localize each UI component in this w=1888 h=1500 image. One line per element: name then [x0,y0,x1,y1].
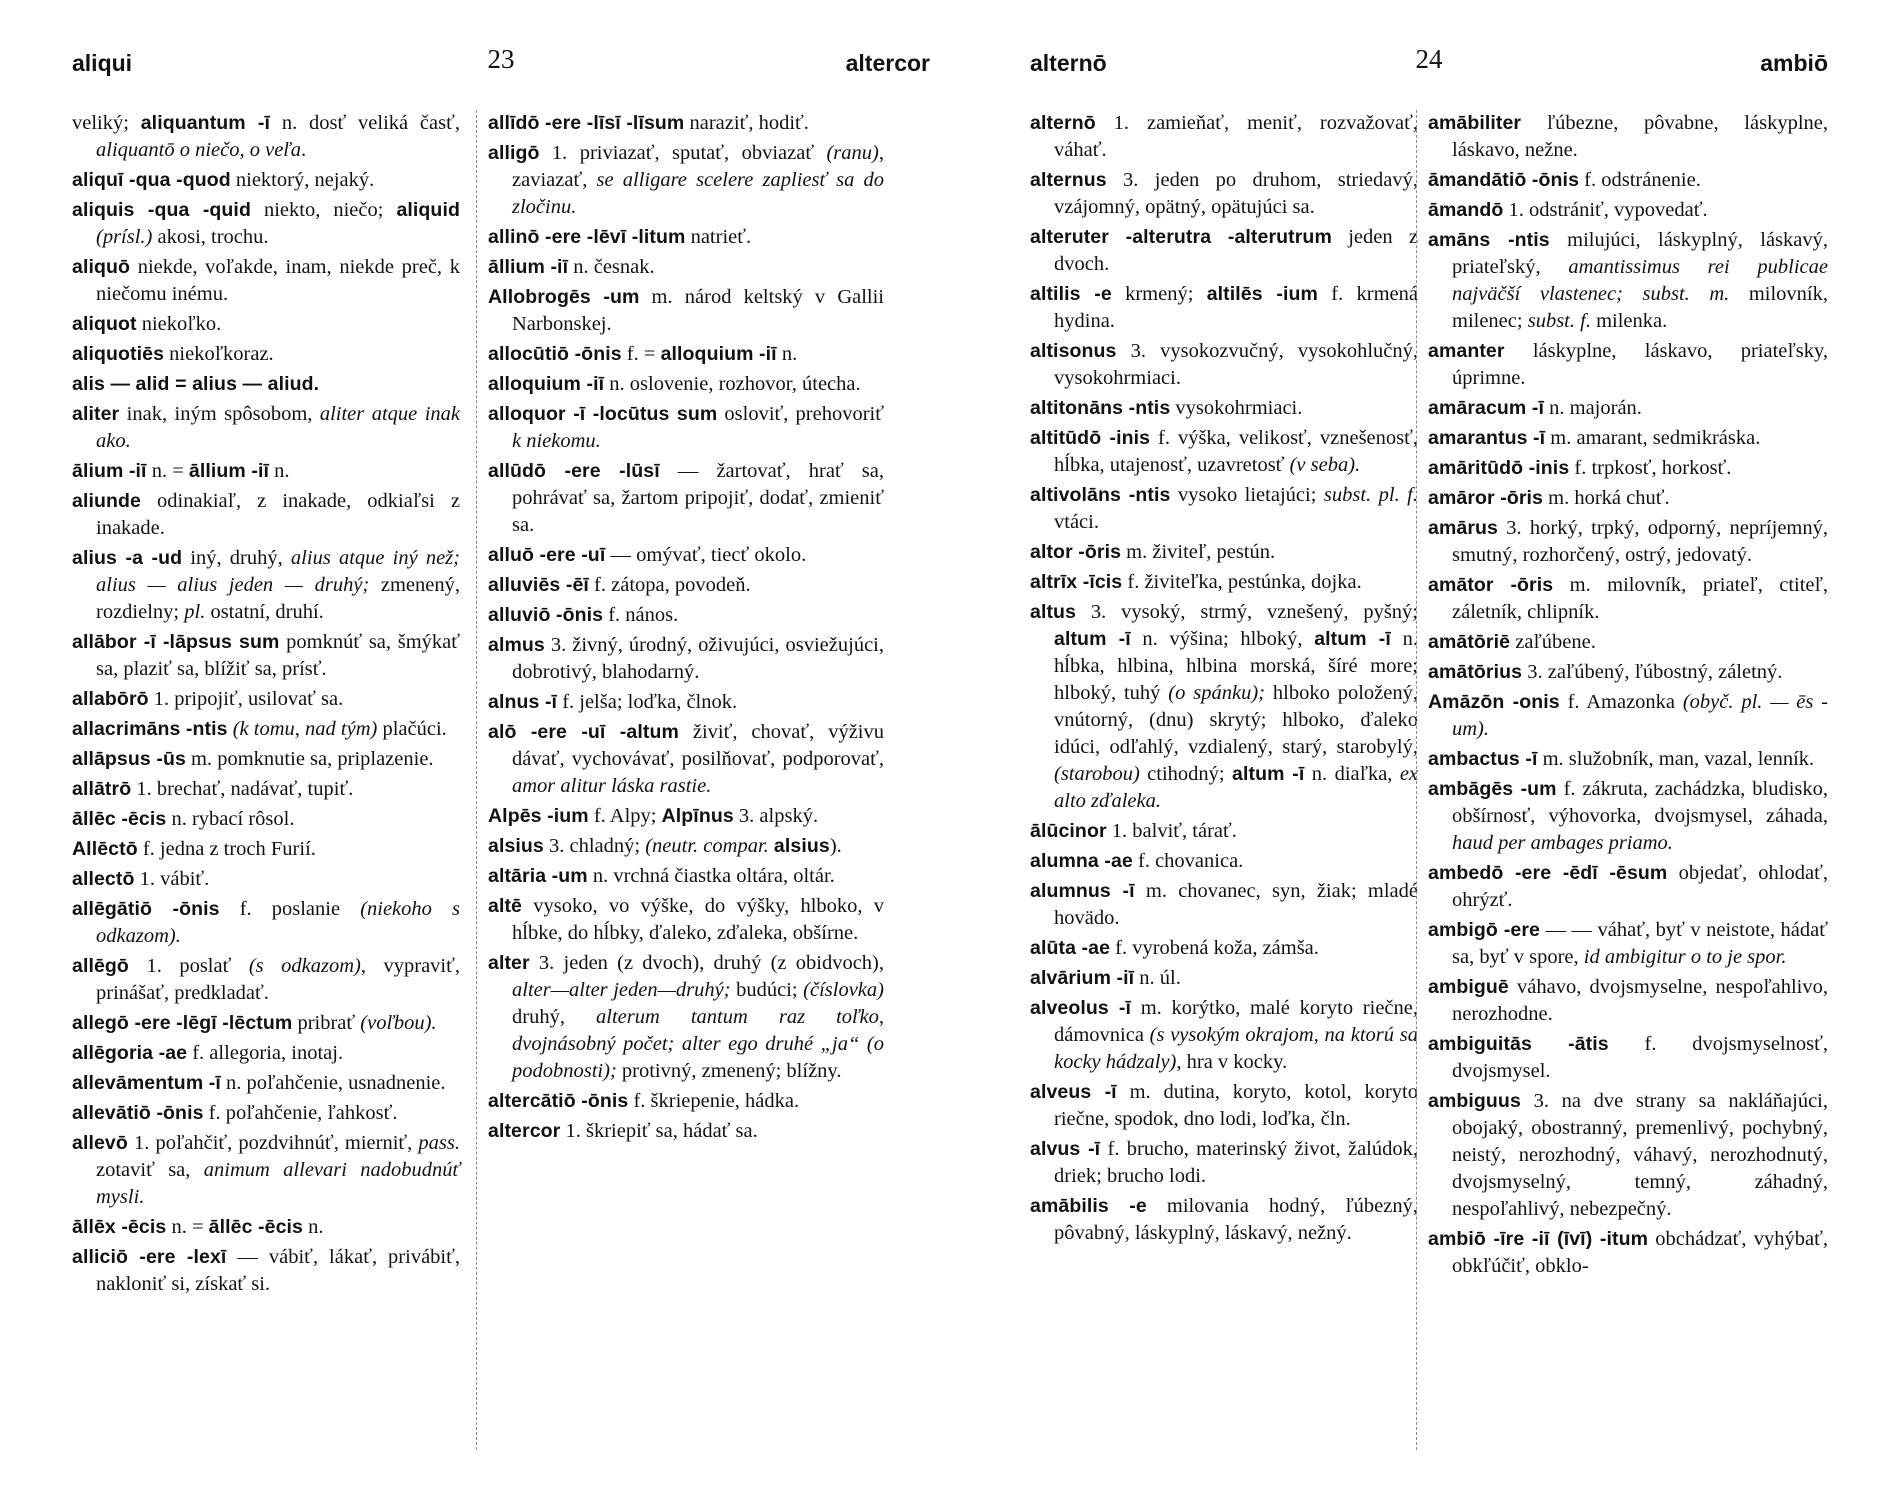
dictionary-entry: aliquō niekde, voľakde, inam, niekde preč, k niečomu inému. [72,256,460,305]
dictionary-entry: alis — alid = alius — aliud. [72,373,320,395]
dictionary-entry: alloquor -ī -locūtus sum osloviť, prehovoriť k niekomu. [488,403,884,452]
dictionary-entry: Allobrogēs -um m. národ keltský v Gallii Narbonskej. [488,286,884,335]
dictionary-entry: amarantus -ī m. amarant, sedmikráska. [1428,427,1761,449]
dictionary-entry: alō -ere -uī -altum živiť, chovať, výživu dávať, vychovávať, posilňovať, podporovať, amor alitur láska rastie. [488,721,884,797]
dictionary-entry: alter 3. jeden (z dvoch), druhý (z obidvoch), alter—alter jeden—druhý; budúci; (číslovka) druhý, alterum tantum raz toľko, dvojnásobný počet; alter ego druhé „ja“ (o podobnosti); protivný, zmenený; blížny. [488,952,884,1082]
dictionary-entry: altivolāns -ntis vysoko lietajúci; subst. pl. f. vtáci. [1030,484,1418,533]
dictionary-entry: alveolus -ī m. korýtko, malé koryto riečne, dámovnica (s vysokým okrajom, na ktorú sa kocky hádzaly), hra v kocky. [1030,997,1418,1073]
dictionary-entry: āllēc -ēcis n. rybací rôsol. [72,808,295,830]
dictionary-entry: alliciō -ere -lexī — vábiť, lákať, privábiť, nakloniť si, získať si. [72,1246,461,1295]
dictionary-entry: Allēctō f. jedna z troch Furií. [72,838,316,860]
dictionary-entry: amārus 3. horký, trpký, odporný, nepríjemný, smutný, rozhorčený, ostrý, jedovatý. [1428,517,1828,566]
dictionary-entry: alveus -ī m. dutina, koryto, kotol, koryto riečne, spodok, dno lodi, loďka, čln. [1030,1081,1418,1130]
dictionary-entry: āmandō 1. odstrániť, vypovedať. [1428,199,1708,221]
dictionary-entry: altercātiō -ōnis f. škriepenie, hádka. [488,1090,800,1112]
dictionary-entry: aliquotiēs niekoľkoraz. [72,343,274,365]
dictionary-entry: allabōrō 1. pripojiť, usilovať sa. [72,688,344,710]
dictionary-entry: allegō -ere -lēgī -lēctum pribrať (voľbou). [72,1012,437,1034]
dictionary-entry: allevāmentum -ī n. poľahčenie, usnadnenie. [72,1072,446,1094]
dictionary-entry: allacrimāns -ntis (k tomu, nad tým) plačúci. [72,718,447,740]
dictionary-entry: amāracum -ī n. majorán. [1428,397,1642,419]
dictionary-entry: allevō 1. poľahčiť, pozdvihnúť, mierniť, pass. zotaviť sa, animum allevari nadobudnúť mysli. [72,1132,460,1208]
right-page [1000,0,1888,1500]
dictionary-entry: alvus -ī f. brucho, materinský život, žalúdok, driek; brucho lodi. [1030,1138,1418,1187]
dictionary-entry: allīdō -ere -līsī -līsum naraziť, hodiť. [488,112,809,134]
dictionary-entry: aliter inak, iným spôsobom, aliter atque inak ako. [72,403,460,452]
dictionary-entry: āllium -iī n. česnak. [488,256,655,278]
dictionary-entry: ambedō -ere -ēdī -ēsum objedať, ohlodať, ohrýzť. [1428,862,1828,911]
dictionary-entry: allevātiō -ōnis f. poľahčenie, ľahkosť. [72,1102,398,1124]
dictionary-entry: alternō 1. zamieňať, meniť, rozvažovať, váhať. [1030,112,1418,161]
dictionary-entry: altāria -um n. vrchná čiastka oltára, oltár. [488,865,835,887]
column-divider [1416,110,1417,1450]
right-guide-word-first: alternō [1030,50,1107,76]
left-column-1 [72,110,460,1301]
right-guide-word-last: ambiō [1760,50,1828,76]
dictionary-entry: alumna -ae f. chovanica. [1030,850,1244,872]
dictionary-entry: amanter láskyplne, láskavo, priateľsky, úprimne. [1428,340,1828,389]
dictionary-entry: allāpsus -ūs m. pomknutie sa, priplazenie. [72,748,434,770]
dictionary-entry: altitonāns -ntis vysokohrmiaci. [1030,397,1303,419]
dictionary-entry: ambiguitās -ātis f. dvojsmyselnosť, dvojsmysel. [1428,1033,1828,1082]
dictionary-entry: amātōrius 3. zaľúbený, ľúbostný, záletný. [1428,661,1783,683]
right-column-1 [1030,110,1418,1250]
dictionary-entry: alluō -ere -uī — omývať, tiecť okolo. [488,544,807,566]
right-page-number: 24 [1415,44,1443,74]
dictionary-entry: alnus -ī f. jelša; loďka, člnok. [488,691,738,713]
dictionary-entry: alius -a -ud iný, druhý, alius atque iný než; alius — alius jeden — druhý; zmenený, rozdielny; pl. ostatní, druhí. [72,547,460,623]
dictionary-entry: alūta -ae f. vyrobená koža, zámša. [1030,937,1319,959]
dictionary-entry: āmandātiō -ōnis f. odstránenie. [1428,169,1701,191]
column-divider [476,110,477,1450]
dictionary-entry: ambiguus 3. na dve strany sa nakláňajúci, obojaký, obostranný, premenlivý, pochybný, neistý, nerozhodný, váhavý, nerozhodnutý, dvojsmyselný, temný, záhadný, nespoľahlivý, nebezpečný. [1428,1090,1828,1220]
dictionary-entry: ambāgēs -um f. zákruta, zachádzka, bludisko, obšírnosť, výhovorka, dvojsmysel, záhada, haud per ambages priamo. [1428,778,1828,854]
left-guide-word-first: aliqui [72,50,133,76]
dictionary-entry: ambigō -ere — — váhať, byť v neistote, hádať sa, byť v spore, id ambigitur o to je spor. [1428,919,1828,968]
dictionary-entry: altus 3. vysoký, strmý, vznešený, pyšný; altum -ī n. výšina; hlboký, altum -ī n. hĺbka, hlbina, hlbina morská, šíré more; hlboký, tuhý (o spánku); hlboko položený, vnútorný, (dnu) skrytý; hlboko, ďaleko idúci, odľahlý, vzdialený, starý, starobylý, (starobou) ctihodný; altum -ī n. diaľka, ex alto zďaleka. [1030,601,1419,812]
dictionary-entry: alumnus -ī m. chovanec, syn, žiak; mladé hovädo. [1030,880,1418,929]
dictionary-entry: amātōriē zaľúbene. [1428,631,1596,653]
dictionary-entry: alvārium -iī n. úl. [1030,967,1181,989]
dictionary-entry: alternus 3. jeden po druhom, striedavý, vzájomný, opätný, opätujúci sa. [1030,169,1418,218]
dictionary-entry: altē vysoko, vo výške, do výšky, hlboko, v hĺbke, do hĺbky, ďaleko, zďaleka, obšírne. [488,895,884,944]
dictionary-entry: allinō -ere -lēvī -litum natrieť. [488,226,752,248]
dictionary-entry: allātrō 1. brechať, nadávať, tupiť. [72,778,354,800]
dictionary-entry: amāror -ōris m. horká chuť. [1428,487,1670,509]
dictionary-entry: allocūtiō -ōnis f. = alloquium -iī n. [488,343,798,365]
left-page-number: 23 [487,44,515,74]
dictionary-entry: altor -ōris m. živiteľ, pestún. [1030,541,1276,563]
dictionary-entry: altisonus 3. vysokozvučný, vysokohlučný, vysokohrmiaci. [1030,340,1418,389]
dictionary-entry: altilis -e krmený; altilēs -ium f. krmená hydina. [1030,283,1418,332]
dictionary-entry: Amāzōn -onis f. Amazonka (obyč. pl. — ēs -um). [1428,691,1828,740]
dictionary-entry: alluviō -ōnis f. nános. [488,604,679,626]
dictionary-entry: amābiliter ľúbezne, pôvabne, láskyplne, láskavo, nežne. [1428,112,1828,161]
dictionary-entry: ālium -iī n. = āllium -iī n. [72,460,290,482]
dictionary-entry: ambiguē váhavo, dvojsmyselne, nespoľahlivo, nerozhodne. [1428,976,1828,1025]
dictionary-entry: āllēx -ēcis n. = āllēc -ēcis n. [72,1216,324,1238]
dictionary-entry: allūdō -ere -lūsī — žartovať, hrať sa, pohrávať sa, žartom pripojiť, dodať, zmieniť sa. [488,460,884,536]
dictionary-entry: amāritūdō -inis f. trpkosť, horkosť. [1428,457,1732,479]
dictionary-entry: altitūdō -inis f. výška, velikosť, vznešenosť, hĺbka, utajenosť, uzavretosť (v seba). [1030,427,1419,476]
dictionary-entry: alteruter -alterutra -alterutrum jeden z dvoch. [1030,226,1418,275]
dictionary-entry: amāns -ntis milujúci, láskyplný, láskavý, priateľský, amantissimus rei publicae najväčší vlastenec; subst. m. milovník, milenec; subst. f. milenka. [1428,229,1828,332]
dictionary-entry: Alpēs -ium f. Alpy; Alpīnus 3. alpský. [488,805,819,827]
dictionary-entry: aliunde odinakiaľ, z inakade, odkiaľsi z inakade. [72,490,460,539]
left-column-2 [488,110,884,1148]
dictionary-entry: ālūcinor 1. balviť, tárať. [1030,820,1237,842]
dictionary-entry: amātor -ōris m. milovník, priateľ, ctiteľ, záletník, chlipník. [1428,574,1828,623]
dictionary-entry: alluviēs -ēī f. zátopa, povodeň. [488,574,751,596]
right-page-header [1030,44,1828,84]
dictionary-entry: allēgoria -ae f. allegoria, inotaj. [72,1042,344,1064]
dictionary-entry: alligō 1. priviazať, sputať, obviazať (ranu), zaviazať, se alligare scelere zapliesť sa do zločinu. [488,142,884,218]
left-page [0,0,930,1500]
dictionary-entry: aliquot niekoľko. [72,313,222,335]
dictionary-entry: allectō 1. vábiť. [72,868,210,890]
dictionary-entry: aliquī -qua -quod niektorý, nejaký. [72,169,375,191]
right-column-2 [1428,110,1828,1283]
dictionary-entry: almus 3. živný, úrodný, oživujúci, osviežujúci, dobrotivý, blahodarný. [488,634,884,683]
dictionary-entry: altercor 1. škriepiť sa, hádať sa. [488,1120,758,1142]
dictionary-entry: veliký; aliquantum -ī n. dosť veliká časť, aliquantō o niečo, o veľa. [72,112,460,161]
dictionary-entry: alloquium -iī n. oslovenie, rozhovor, útecha. [488,373,861,395]
dictionary-entry: allēgō 1. poslať (s odkazom), vypraviť, prinášať, predkladať. [72,955,461,1004]
dictionary-entry: aliquis -qua -quid niekto, niečo; aliquid (prísl.) akosi, trochu. [72,199,460,248]
dictionary-entry: amābilis -e milovania hodný, ľúbezný, pôvabný, láskyplný, láskavý, nežný. [1030,1195,1418,1244]
dictionary-entry: alsius 3. chladný; (neutr. compar. alsius). [488,835,842,857]
left-page-header [72,44,930,84]
dictionary-entry: ambactus -ī m. služobník, man, vazal, lenník. [1428,748,1815,770]
dictionary-entry: ambiō -īre -iī (īvī) -itum obchádzať, vyhýbať, obkľúčiť, obklo- [1428,1228,1828,1277]
dictionary-entry: allābor -ī -lāpsus sum pomknúť sa, šmýkať sa, plaziť sa, blížiť sa, prísť. [72,631,461,680]
dictionary-entry: allēgātiō -ōnis f. poslanie (niekoho s odkazom). [72,898,460,947]
dictionary-entry: altrīx -īcis f. živiteľka, pestúnka, dojka. [1030,571,1362,593]
left-guide-word-last: altercor [845,50,930,76]
